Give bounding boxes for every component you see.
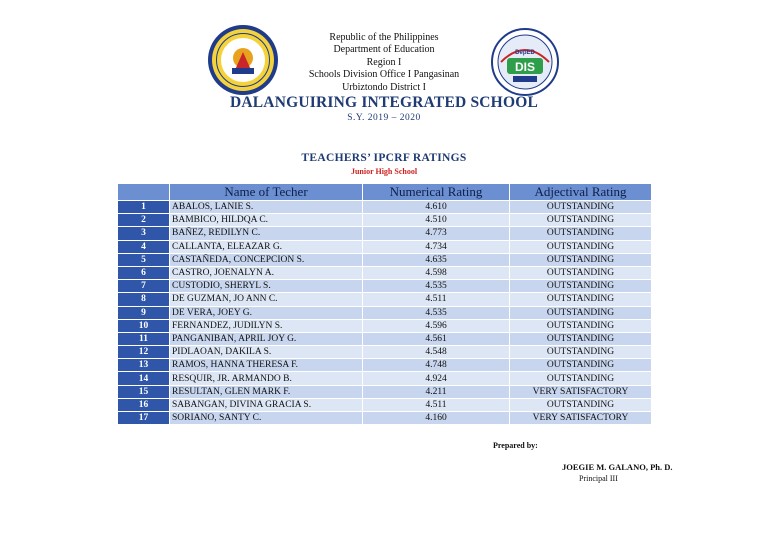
dis-logo-text: DIS [514, 60, 536, 74]
column-header-number [118, 184, 170, 201]
teacher-name: DE VERA, JOEY G. [170, 306, 363, 319]
numerical-rating: 4.773 [363, 227, 510, 240]
table-row [118, 346, 652, 359]
adjectival-rating: VERY SATISFACTORY [510, 385, 652, 398]
row-number: 4 [118, 240, 170, 253]
row-number: 3 [118, 227, 170, 240]
teacher-name: BAÑEZ, REDILYN C. [170, 227, 363, 240]
teacher-name: DE GUZMAN, JO ANN C. [170, 293, 363, 306]
adjectival-rating: VERY SATISFACTORY [510, 412, 652, 425]
adjectival-rating: OUTSTANDING [510, 253, 652, 266]
table-row [118, 266, 652, 279]
teacher-name: RAMOS, HANNA THERESA F. [170, 359, 363, 372]
row-number: 14 [118, 372, 170, 385]
numerical-rating: 4.535 [363, 280, 510, 293]
signer-name: JOEGIE M. GALANO, Ph. D. [562, 462, 673, 472]
teacher-name: CUSTODIO, SHERYL S. [170, 280, 363, 293]
column-header-adjectival-rating: Adjectival Rating [510, 184, 652, 201]
numerical-rating: 4.635 [363, 253, 510, 266]
teacher-name: SORIANO, SANTY C. [170, 412, 363, 425]
adjectival-rating: OUTSTANDING [510, 266, 652, 279]
column-header-name: Name of Techer [170, 184, 363, 201]
row-number: 16 [118, 398, 170, 411]
header-line-3: Region I [366, 56, 402, 68]
teacher-name: ABALOS, LANIE S. [170, 201, 363, 214]
adjectival-rating: OUTSTANDING [510, 332, 652, 345]
prepared-by-label: Prepared by: [493, 441, 538, 450]
row-number: 1 [118, 201, 170, 214]
adjectival-rating: OUTSTANDING [510, 359, 652, 372]
numerical-rating: 4.596 [363, 319, 510, 332]
table-row [118, 293, 652, 306]
table-row [118, 240, 652, 253]
teacher-name: RESULTAN, GLEN MARK F. [170, 385, 363, 398]
numerical-rating: 4.548 [363, 346, 510, 359]
adjectival-rating: OUTSTANDING [510, 280, 652, 293]
header-line-4: Schools Division Office I Pangasinan [308, 69, 460, 81]
numerical-rating: 4.924 [363, 372, 510, 385]
numerical-rating: 4.561 [363, 332, 510, 345]
adjectival-rating: OUTSTANDING [510, 306, 652, 319]
table-row [118, 306, 652, 319]
adjectival-rating: OUTSTANDING [510, 346, 652, 359]
row-number: 8 [118, 293, 170, 306]
school-year: S.Y. 2019 – 2020 [347, 113, 421, 123]
table-row [118, 214, 652, 227]
table-row [118, 412, 652, 425]
header-line-1: Republic of the Philippines [329, 32, 439, 43]
adjectival-rating: OUTSTANDING [510, 372, 652, 385]
table-row [118, 319, 652, 332]
row-number: 10 [118, 319, 170, 332]
page-subtitle: Junior High School [350, 167, 418, 176]
numerical-rating: 4.511 [363, 293, 510, 306]
teacher-name: BAMBICO, HILDQA C. [170, 214, 363, 227]
numerical-rating: 4.598 [363, 266, 510, 279]
adjectival-rating: OUTSTANDING [510, 227, 652, 240]
table-row [118, 280, 652, 293]
table-row [118, 253, 652, 266]
table-row [118, 385, 652, 398]
row-number: 11 [118, 332, 170, 345]
page-title: TEACHERS’ IPCRF RATINGS [301, 152, 467, 164]
table-header-row [118, 184, 652, 201]
header-line-2: Department of Education [333, 44, 435, 56]
header-lines [0, 32, 768, 94]
numerical-rating: 4.748 [363, 359, 510, 372]
adjectival-rating: OUTSTANDING [510, 398, 652, 411]
teacher-name: PANGANIBAN, APRIL JOY G. [170, 332, 363, 345]
table-row [118, 359, 652, 372]
row-number: 6 [118, 266, 170, 279]
table-row [118, 372, 652, 385]
adjectival-rating: OUTSTANDING [510, 214, 652, 227]
school-name: DALANGUIRING INTEGRATED SCHOOL [229, 94, 538, 111]
table-row [118, 227, 652, 240]
numerical-rating: 4.211 [363, 385, 510, 398]
table-row [118, 332, 652, 345]
row-number: 5 [118, 253, 170, 266]
row-number: 13 [118, 359, 170, 372]
adjectival-rating: OUTSTANDING [510, 293, 652, 306]
table-row [118, 201, 652, 214]
adjectival-rating: OUTSTANDING [510, 319, 652, 332]
table-row [118, 398, 652, 411]
row-number: 15 [118, 385, 170, 398]
numerical-rating: 4.535 [363, 306, 510, 319]
teacher-name: SABANGAN, DIVINA GRACIA S. [170, 398, 363, 411]
numerical-rating: 4.610 [363, 201, 510, 214]
signer-position: Principal III [579, 474, 618, 483]
numerical-rating: 4.734 [363, 240, 510, 253]
row-number: 9 [118, 306, 170, 319]
teacher-name: FERNANDEZ, JUDILYN S. [170, 319, 363, 332]
adjectival-rating: OUTSTANDING [510, 240, 652, 253]
ratings-table [117, 183, 652, 425]
numerical-rating: 4.510 [363, 214, 510, 227]
teacher-name: CALLANTA, ELEAZAR G. [170, 240, 363, 253]
column-header-numerical-rating: Numerical Rating [363, 184, 510, 201]
adjectival-rating: OUTSTANDING [510, 201, 652, 214]
row-number: 2 [118, 214, 170, 227]
teacher-name: CASTAÑEDA, CONCEPCION S. [170, 253, 363, 266]
deped-logo-text: DepED [515, 50, 535, 56]
header-line-5: Urbiztondo District I [342, 81, 426, 93]
row-number: 7 [118, 280, 170, 293]
teacher-name: PIDLAOAN, DAKILA S. [170, 346, 363, 359]
numerical-rating: 4.511 [363, 398, 510, 411]
row-number: 17 [118, 412, 170, 425]
teacher-name: CASTRO, JOENALYN A. [170, 266, 363, 279]
row-number: 12 [118, 346, 170, 359]
numerical-rating: 4.160 [363, 412, 510, 425]
teacher-name: RESQUIR, JR. ARMANDO B. [170, 372, 363, 385]
